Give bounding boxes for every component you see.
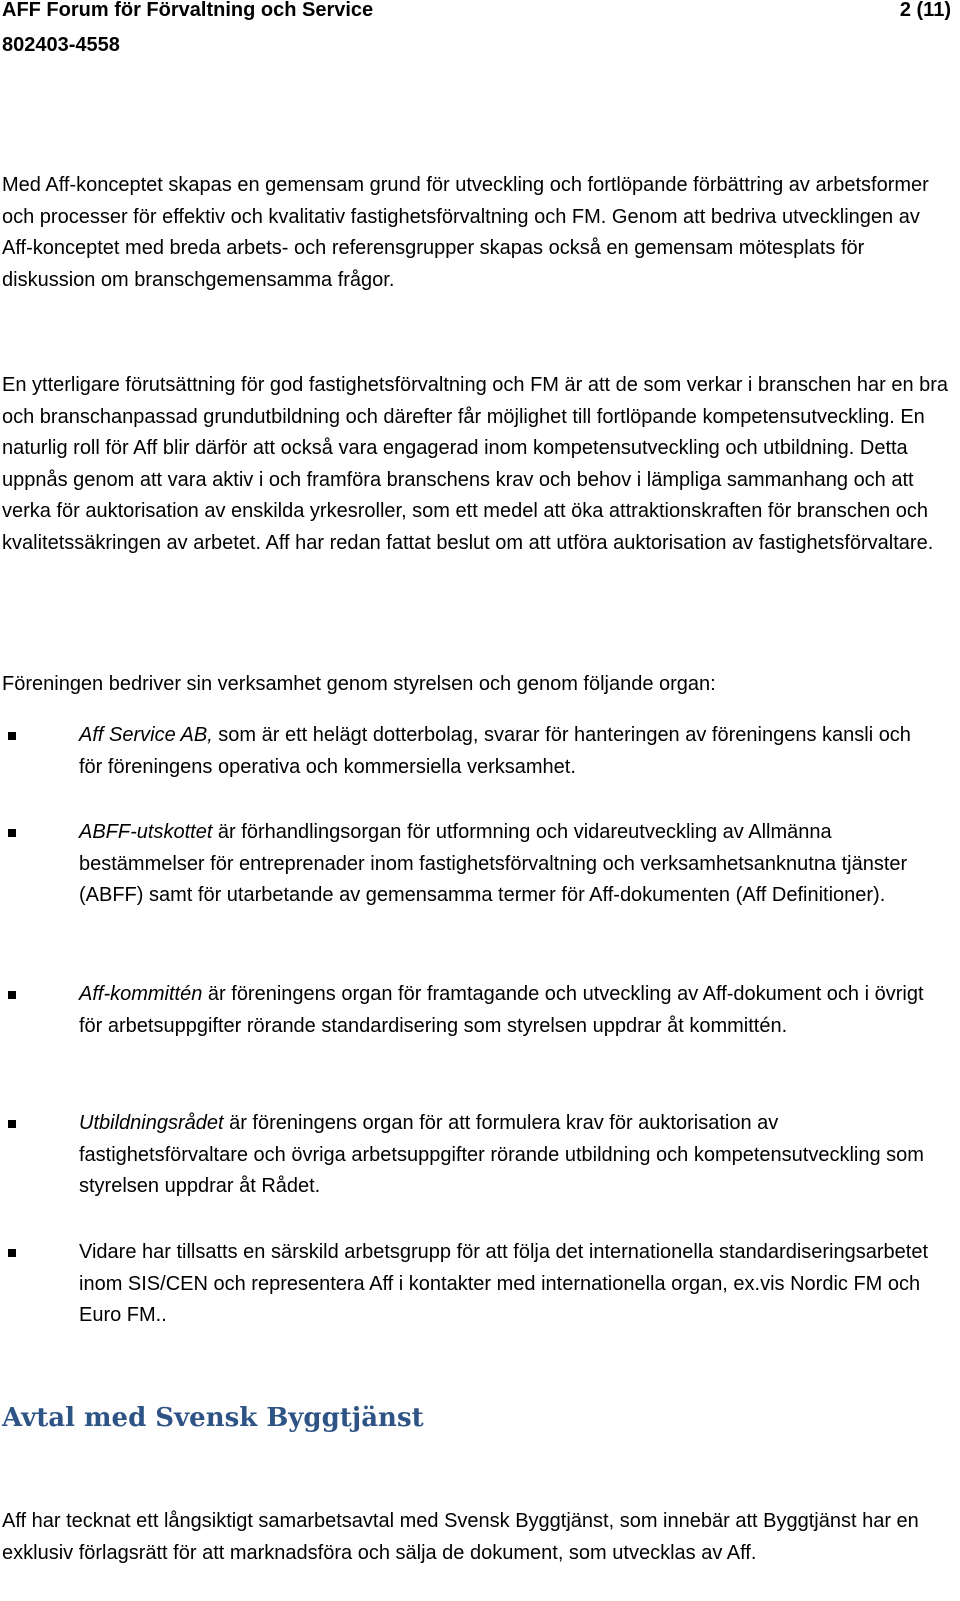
- section-heading: Avtal med Svensk Byggtjänst: [2, 1403, 424, 1433]
- list-item-description: är förhandlingsorgan för utformning och vidareutveckling av Allmänna bestämmelser för entreprenader inom fastighetsförvaltning och verksamhetsanknutna tjänster (ABFF) samt för utarbetande av gemensamma termer för Aff-dokumenten (Aff Definitioner).: [79, 821, 908, 906]
- bullet-icon: [8, 1249, 16, 1257]
- header-org-id: 802403-4558: [2, 34, 120, 56]
- intro-paragraph: Med Aff-konceptet skapas en gemensam grund för utveckling och fortlöpande förbättring av arbetsformer och processer för effektiv och kvalitativ fastighetsförvaltning och FM. Genom att bedriva utvecklingen av Aff-konceptet med breda arbets- och referensgrupper skapas också en gemensam mötesplats för diskussion om branschgemensamma frågor.: [2, 174, 929, 291]
- list-item-text: [79, 1108, 939, 1203]
- list-item-description: Vidare har tillsatts en särskild arbetsgrupp för att följa det internationella standardiseringsarbetet inom SIS/CEN och representera Aff i kontakter med internationella organ, ex.vis Nordic FM och Euro FM..: [79, 1241, 928, 1326]
- list-item-term: Aff-kommittén: [79, 983, 203, 1005]
- list-item-text: [79, 1237, 939, 1332]
- list-item-text: [79, 720, 939, 783]
- list-item-text: [79, 979, 939, 1042]
- list-item-term: ABFF-utskottet: [79, 821, 213, 843]
- list-item-term: Aff Service AB,: [79, 724, 213, 746]
- bullet-icon: [8, 1120, 16, 1128]
- bullet-icon: [8, 732, 16, 740]
- list-item-description: som är ett helägt dotterbolag, svarar för hanteringen av föreningens kansli och för föreningens operativa och kommersiella verksamhet.: [79, 724, 911, 778]
- bullet-icon: [8, 991, 16, 999]
- list-item-text: [79, 817, 939, 912]
- list-item-description: är föreningens organ för framtagande och utveckling av Aff-dokument och i övrigt för arbetsuppgifter rörande standardisering som styrelsen uppdrar åt kommittén.: [79, 983, 924, 1037]
- list-item-description: är föreningens organ för att formulera krav för auktorisation av fastighetsförvaltare och övriga arbetsuppgifter rörande utbildning och kompetensutveckling som styrelsen uppdrar åt Rådet.: [79, 1112, 924, 1197]
- section-paragraph: Aff har tecknat ett långsiktigt samarbetsavtal med Svensk Byggtjänst, som innebär att Byggtjänst har en exklusiv förlagsrätt för att marknadsföra och sälja de dokument, som utvecklas av Aff.: [2, 1510, 919, 1564]
- header-org-name: AFF Forum för Förvaltning och Service: [2, 0, 374, 21]
- page-number: 2 (11): [899, 0, 951, 21]
- organs-intro-paragraph: Föreningen bedriver sin verksamhet genom styrelsen och genom följande organ:: [2, 673, 716, 695]
- bullet-icon: [8, 829, 16, 837]
- list-item-term: Utbildningsrådet: [79, 1112, 224, 1134]
- competence-paragraph: En ytterligare förutsättning för god fastighetsförvaltning och FM är att de som verkar i branschen har en bra och branschanpassad grundutbildning och därefter får möjlighet till fortlöpande kompetensutveckling. En naturlig roll för Aff blir därför att också vara engagerad inom kompetensutveckling och utbildning. Detta uppnås genom att vara aktiv i och framföra branschens krav och behov i lämpliga sammanhang och att verka för auktorisation av enskilda yrkesroller, som ett medel att öka attraktionskraften för branschen och kvalitetssäkringen av arbetet. Aff har redan fattat beslut om att utföra auktorisation av fastighetsförvaltare.: [2, 374, 949, 554]
